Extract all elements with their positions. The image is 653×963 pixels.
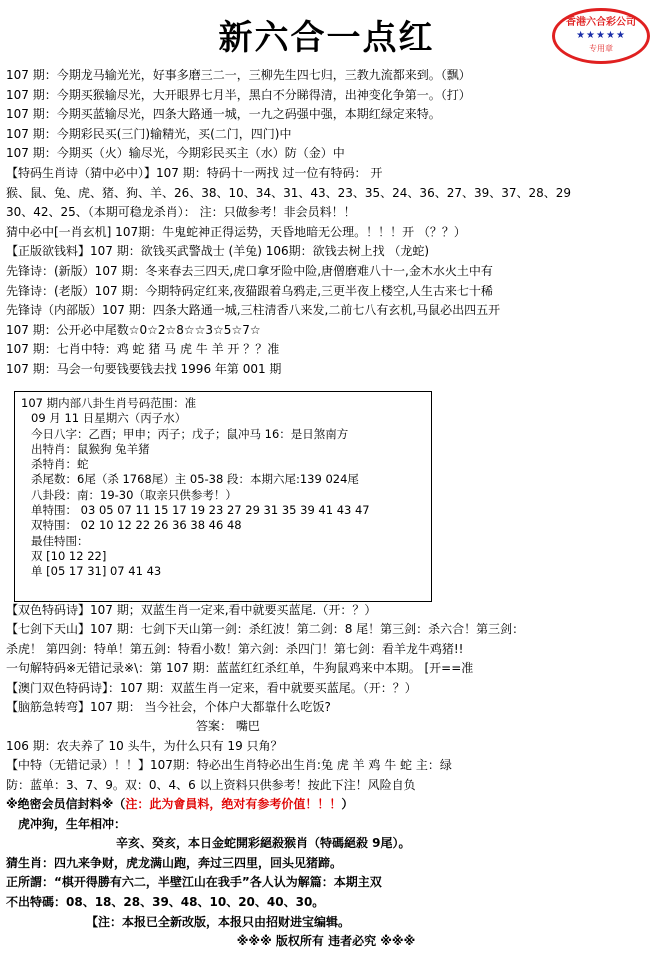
bottom-section <box>6 795 646 952</box>
text-line: 先锋诗：(老版）107 期：今期特码定红来,夜猫跟着乌鸦走,三更半夜上楼空,人生古来七十稀 <box>6 283 493 298</box>
box-line: 杀尾数：6尾（杀 1768尾）主 05-38 段：本期六尾:139 024尾 <box>31 472 359 487</box>
text-line: 猴、鼠、兔、虎、猪、狗、羊、26、38、10、34、31、43、23、35、24、36、27、39、37、28、29 <box>6 185 572 200</box>
box-line: 单 [05 17 31] 07 41 43 <box>31 564 162 579</box>
top-lines <box>6 66 646 380</box>
box-line: 杀特肖：蛇 <box>31 457 89 472</box>
box-line: 今日八字：乙酉；甲申；丙子；戊子；鼠冲马 16：是日煞南方 <box>31 426 349 441</box>
copyright-line: ※※※ 版权所有 违者必究 ※※※ <box>236 934 416 949</box>
member-note-label: ※绝密会员信封料※（ <box>6 797 126 811</box>
text-line: 一句解特码※无错记录※\：第 107 期：蓝蓝红红杀红单，牛狗鼠鸡来中本期。 [开==准 <box>6 661 474 676</box>
text-line: 107 期：今期买猴输尽光，大开眼界七月半，黑白不分睇得清，出神变化争第一。（打） <box>6 87 471 102</box>
member-note-red: 注：此为會員料，绝对有参考价值！！！ <box>125 797 342 811</box>
text-line: 正所謂：“棋开得勝有六二，半壁江山在我手”各人认为解篇：本期主双 <box>6 875 382 890</box>
text-line: 杀虎！ 第四剑：特单！第五剑：特看小数！第六剑：杀四门！第七剑：看羊龙牛鸡猪!! <box>6 641 464 656</box>
text-line: 猜中必中[一肖玄机] 107期：牛鬼蛇神正得运势，天昏地暗无公理。！！！开 （？？） <box>6 224 466 239</box>
box-line: 双特围： 02 10 12 22 26 36 38 46 48 <box>31 518 242 533</box>
box-line: 107 期内部八卦生肖号码范围：准 <box>21 396 197 410</box>
seal-top-text: 香港六合彩公司 <box>566 17 636 28</box>
box-line: 单特围： 03 05 07 11 15 17 19 23 27 29 31 35 39 41 43 47 <box>31 503 370 518</box>
member-note-end: ） <box>341 797 354 811</box>
member-note <box>6 795 646 815</box>
box-line: 双 [10 12 22] <box>31 548 107 563</box>
text-line: 107 期：公开必中尾数☆0☆2☆8☆☆3☆5☆7☆ <box>6 322 261 337</box>
text-line: 【中特（无错记录）！！】107期：特必出生肖特必出生肖:兔 虎 羊 鸡 牛 蛇 主：绿 <box>6 758 452 773</box>
text-line: 【脑筋急转弯】107 期： 当今社会，个体户大都靠什么吃饭? <box>6 700 331 715</box>
text-line: 107 期：今期买（火）输尽光，今期彩民买主（水）防（金）中 <box>6 146 345 161</box>
text-line: 先锋诗（内部版）107 期：四条大路通一城,三柱清香八来发,二前七八有玄机,马鼠必出四五开 <box>6 303 501 318</box>
text-line: 107 期：今期龙马输光光，好事多磨三二一，三柳先生四七归，三教九流都来到。（飘） <box>6 68 471 82</box>
seal-stars: ★★★★★ <box>576 30 626 41</box>
text-line: 107 期：马会一句要钱要钱去找 1996 年第 001 期 <box>6 361 282 376</box>
text-line: 107 期：今期买蓝输尽光，四条大路通一城，一九之码强中强，本期红绿定来特。 <box>6 107 441 122</box>
box-line: 最佳特围： <box>31 533 89 548</box>
box-line: 09 月 11 日星期六（丙子水） <box>31 411 187 426</box>
text-line: 先锋诗：(新版）107 期：冬来春去三四天,虎口拿牙险中险,唐僧磨难八十一,金木水火土中有 <box>6 263 493 278</box>
bagua-info-box <box>14 391 432 602</box>
text-line: 防：蓝单：3、7、9。双：0、4、6 以上资料只供参考！按此下注！风险自负 <box>6 777 416 792</box>
seal-bottom-text: 专用章 <box>589 44 613 53</box>
text-line: 【注：本报已全新改版，本报只由招财进宝编辑。 <box>86 914 351 929</box>
text-line: 虎冲狗，生年相冲： <box>18 816 127 831</box>
box-line: 八卦段：南：19-30（取亲只供参考！） <box>31 487 237 502</box>
text-line: 106 期：农夫养了 10 头牛，为什么只有 19 只角？ <box>6 738 283 753</box>
text-line: 【正版欲钱料】107 期：欲钱买武警战士 (羊兔) 106期：欲钱去树上找 （龙蛇) <box>6 244 430 259</box>
text-line: 【澳门双色特码诗】：107 期：双蓝生肖一定来，看中就要买蓝尾。（开：？） <box>6 680 417 695</box>
text-line: 【双色特码诗】107 期；双蓝生肖一定来,看中就要买蓝尾.（开：？） <box>6 603 377 617</box>
page-title: 新六合一点红 <box>218 18 435 58</box>
lower-lines <box>6 601 646 795</box>
company-seal <box>552 8 650 64</box>
text-line: 107 期：七肖中特：鸡 蛇 猪 马 虎 牛 羊 开 ？？准 <box>6 342 280 357</box>
text-line: 【七剑下天山】107 期：七剑下天山第一剑：杀红波！第二剑：8 尾！第三剑：杀六合！第三剑： <box>6 622 525 637</box>
text-line: 辛亥、癸亥，本日金蛇開彩絕殺猴肖（特碼絕殺 9尾）。 <box>116 836 411 851</box>
text-line: 答案： 嘴巴 <box>196 719 260 734</box>
box-line: 出特肖：鼠猴狗 兔羊猪 <box>31 441 150 456</box>
text-line: 【特码生肖诗（猜中必中）】107 期：特码十一两找 过一位有特码： 开 <box>6 165 383 180</box>
text-line: 107 期：今期彩民买(三门)输精光，买(二门，四门)中 <box>6 126 292 141</box>
text-line: 猜生肖：四九来争财，虎龙满山跑，奔过三四里，回头见猪蹄。 <box>6 855 343 870</box>
text-line: 不出特碼：08、18、28、39、48、10、20、40、30。 <box>6 894 325 909</box>
text-line: 30、42、25、（本期可稳龙杀肖）： 注：只做参考！非会员料！！ <box>6 205 356 220</box>
